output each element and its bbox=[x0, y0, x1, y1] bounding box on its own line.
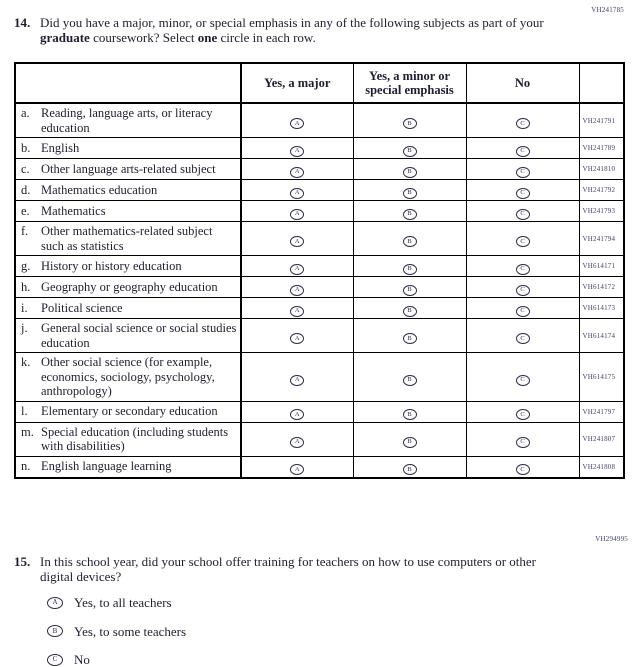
column-header-yes-major: Yes, a major bbox=[241, 63, 353, 103]
circle-a-icon: A bbox=[290, 188, 304, 199]
circle-b-icon: B bbox=[403, 146, 417, 157]
row-label: Geography or geography education bbox=[41, 279, 218, 294]
option-yes-major-circle[interactable] bbox=[241, 180, 353, 201]
circle-c-icon: C bbox=[516, 118, 530, 129]
circle-b-icon: B bbox=[403, 209, 417, 220]
row-label: Elementary or secondary education bbox=[41, 404, 218, 419]
q14-text-part1: Did you have a major, minor, or special emphasis in any of the following subjects as part of your bbox=[40, 15, 544, 30]
option-no-circle[interactable] bbox=[466, 159, 579, 180]
row-label: Special education (including students with disabilities) bbox=[41, 424, 229, 453]
circle-c-icon: C bbox=[516, 306, 530, 317]
row-code: VH614175 bbox=[579, 353, 624, 402]
table-row bbox=[15, 159, 624, 180]
option-no-circle[interactable] bbox=[466, 222, 579, 256]
table-row bbox=[15, 456, 624, 478]
circle-b-icon: B bbox=[403, 167, 417, 178]
circle-b-icon: B bbox=[403, 118, 417, 129]
table-row bbox=[15, 222, 624, 256]
option-no-circle[interactable] bbox=[466, 353, 579, 402]
option-no-circle[interactable] bbox=[466, 138, 579, 159]
table-row bbox=[15, 103, 624, 138]
row-code: VH614172 bbox=[579, 277, 624, 298]
subject-cell bbox=[15, 298, 241, 319]
option-yes-minor-circle[interactable] bbox=[353, 256, 466, 277]
option-yes-major-circle[interactable] bbox=[241, 103, 353, 138]
subject-cell bbox=[15, 401, 241, 422]
option-label: No bbox=[74, 652, 90, 667]
row-letter: m. bbox=[21, 424, 34, 439]
subject-cell bbox=[15, 138, 241, 159]
row-code: VH614171 bbox=[579, 256, 624, 277]
option-yes-minor-circle[interactable] bbox=[353, 222, 466, 256]
option-yes-minor-circle[interactable] bbox=[353, 277, 466, 298]
circle-a-icon: A bbox=[290, 333, 304, 344]
row-label: English language learning bbox=[41, 459, 172, 474]
circle-c-icon: C bbox=[516, 209, 530, 220]
option-yes-minor-circle[interactable] bbox=[353, 456, 466, 478]
circle-a-icon: A bbox=[290, 236, 304, 247]
table-row bbox=[15, 319, 624, 353]
row-code: VH241808 bbox=[579, 456, 624, 478]
subject-cell bbox=[15, 180, 241, 201]
row-label: Reading, language arts, or literacy education bbox=[41, 106, 213, 135]
subject-cell bbox=[15, 222, 241, 256]
option-yes-minor-circle[interactable] bbox=[353, 401, 466, 422]
option-yes-minor-circle[interactable] bbox=[353, 201, 466, 222]
circle-b-icon: B bbox=[403, 409, 417, 420]
option-yes-major-circle[interactable] bbox=[241, 422, 353, 456]
circle-b-icon: B bbox=[403, 264, 417, 275]
circle-c-icon: C bbox=[516, 375, 530, 386]
table-row bbox=[15, 353, 624, 402]
row-letter: i. bbox=[21, 300, 28, 315]
option-no-circle[interactable] bbox=[466, 103, 579, 138]
option-yes-major-circle[interactable] bbox=[241, 256, 353, 277]
option-no-circle[interactable] bbox=[466, 401, 579, 422]
table-row bbox=[15, 298, 624, 319]
row-label: Other language arts-related subject bbox=[41, 161, 216, 176]
q14-bold-graduate: graduate bbox=[40, 30, 90, 45]
subject-cell bbox=[15, 422, 241, 456]
option-yes-minor-circle[interactable] bbox=[353, 138, 466, 159]
q14-number: 14. bbox=[14, 15, 31, 30]
table-row bbox=[15, 401, 624, 422]
row-letter: f. bbox=[21, 224, 29, 238]
subject-cell bbox=[15, 353, 241, 402]
circle-a-icon: A bbox=[290, 264, 304, 275]
row-label: English bbox=[41, 140, 80, 155]
option-yes-minor-circle[interactable] bbox=[353, 180, 466, 201]
circle-c-icon: C bbox=[516, 188, 530, 199]
option-yes-major-circle[interactable] bbox=[241, 298, 353, 319]
table-row bbox=[15, 422, 624, 456]
option-yes-major-circle[interactable] bbox=[241, 401, 353, 422]
circle-a-icon: A bbox=[290, 375, 304, 386]
option-yes-minor-circle[interactable] bbox=[353, 319, 466, 353]
option-yes-minor-circle[interactable] bbox=[353, 298, 466, 319]
option-yes-major-circle[interactable] bbox=[241, 319, 353, 353]
circle-b-icon: B bbox=[403, 464, 417, 475]
subject-cell bbox=[15, 103, 241, 138]
row-letter: h. bbox=[21, 279, 31, 294]
subject-column-header bbox=[15, 63, 241, 103]
circle-b-icon: B bbox=[403, 333, 417, 344]
subject-cell bbox=[15, 201, 241, 222]
option-yes-major-circle[interactable] bbox=[241, 222, 353, 256]
row-code: VH241810 bbox=[579, 159, 624, 180]
q15-option-yes-some[interactable] bbox=[47, 624, 186, 639]
subject-cell bbox=[15, 159, 241, 180]
circle-c-icon: C bbox=[516, 437, 530, 448]
option-no-circle[interactable] bbox=[466, 298, 579, 319]
circle-a-icon: A bbox=[290, 437, 304, 448]
circle-b-icon: B bbox=[403, 285, 417, 296]
circle-b-icon: B bbox=[47, 625, 63, 637]
circle-a-icon: A bbox=[290, 209, 304, 220]
option-yes-minor-circle[interactable] bbox=[353, 103, 466, 138]
circle-c-icon: C bbox=[516, 409, 530, 420]
row-letter: k. bbox=[21, 355, 31, 369]
row-code: VH241807 bbox=[579, 422, 624, 456]
option-yes-major-circle[interactable] bbox=[241, 138, 353, 159]
table-row bbox=[15, 277, 624, 298]
row-label: Political science bbox=[41, 300, 123, 315]
circle-a-icon: A bbox=[290, 167, 304, 178]
row-label: History or history education bbox=[41, 258, 182, 273]
option-yes-minor-circle[interactable] bbox=[353, 353, 466, 402]
subject-cell bbox=[15, 456, 241, 478]
q15-options bbox=[47, 595, 186, 667]
row-code: VH241793 bbox=[579, 201, 624, 222]
option-label: Yes, to some teachers bbox=[74, 623, 187, 639]
row-letter: a. bbox=[21, 106, 30, 120]
subject-cell bbox=[15, 319, 241, 353]
circle-a-icon: A bbox=[290, 409, 304, 420]
circle-c-icon: C bbox=[516, 285, 530, 296]
circle-c-icon: C bbox=[516, 264, 530, 275]
row-label: Mathematics education bbox=[41, 182, 158, 197]
row-code: VH241797 bbox=[579, 401, 624, 422]
q15-option-yes-all[interactable] bbox=[47, 595, 186, 610]
option-yes-major-circle[interactable] bbox=[241, 456, 353, 478]
option-no-circle[interactable] bbox=[466, 277, 579, 298]
row-label: General social science or social studies education bbox=[41, 321, 237, 350]
q15-option-no[interactable] bbox=[47, 652, 186, 667]
option-no-circle[interactable] bbox=[466, 180, 579, 201]
table-row bbox=[15, 138, 624, 159]
row-code: VH241794 bbox=[579, 222, 624, 256]
row-code: VH241792 bbox=[579, 180, 624, 201]
circle-b-icon: B bbox=[403, 306, 417, 317]
circle-b-icon: B bbox=[403, 437, 417, 448]
circle-a-icon: A bbox=[290, 306, 304, 317]
circle-c-icon: C bbox=[47, 654, 63, 666]
circle-c-icon: C bbox=[516, 464, 530, 475]
circle-a-icon: A bbox=[290, 118, 304, 129]
row-letter: n. bbox=[21, 459, 31, 474]
option-no-circle[interactable] bbox=[466, 319, 579, 353]
option-yes-major-circle[interactable] bbox=[241, 201, 353, 222]
q14-item-code: VH241785 bbox=[591, 6, 624, 14]
option-no-circle[interactable] bbox=[466, 422, 579, 456]
q14-table bbox=[14, 62, 625, 479]
circle-c-icon: C bbox=[516, 167, 530, 178]
option-no-circle[interactable] bbox=[466, 256, 579, 277]
circle-b-icon: B bbox=[403, 188, 417, 199]
header-row bbox=[15, 63, 624, 103]
circle-c-icon: C bbox=[516, 146, 530, 157]
q15-question bbox=[14, 554, 545, 584]
option-no-circle[interactable] bbox=[466, 201, 579, 222]
q14-bold-one: one bbox=[197, 30, 218, 45]
circle-c-icon: C bbox=[516, 236, 530, 247]
table-row bbox=[15, 180, 624, 201]
table-row bbox=[15, 201, 624, 222]
row-code: VH614174 bbox=[579, 319, 624, 353]
row-letter: d. bbox=[21, 182, 31, 197]
row-code: VH241789 bbox=[579, 138, 624, 159]
column-header-no: No bbox=[466, 63, 579, 103]
column-header-yes-minor: Yes, a minor or special emphasis bbox=[353, 63, 466, 103]
circle-b-icon: B bbox=[403, 375, 417, 386]
circle-a-icon: A bbox=[47, 597, 63, 609]
q15-text: In this school year, did your school offer training for teachers on how to use computers or other digital devices? bbox=[40, 554, 536, 584]
option-yes-minor-circle[interactable] bbox=[353, 422, 466, 456]
row-letter: j. bbox=[21, 321, 28, 335]
code-column-header bbox=[579, 63, 624, 103]
option-no-circle[interactable] bbox=[466, 456, 579, 478]
row-letter: l. bbox=[21, 404, 28, 419]
row-code: VH241791 bbox=[579, 103, 624, 138]
q14-text-part3: circle in each row. bbox=[217, 30, 316, 45]
option-yes-major-circle[interactable] bbox=[241, 159, 353, 180]
row-code: VH614173 bbox=[579, 298, 624, 319]
circle-a-icon: A bbox=[290, 146, 304, 157]
option-yes-major-circle[interactable] bbox=[241, 277, 353, 298]
table-row bbox=[15, 256, 624, 277]
circle-c-icon: C bbox=[516, 333, 530, 344]
subject-cell bbox=[15, 256, 241, 277]
row-letter: e. bbox=[21, 203, 30, 218]
row-letter: b. bbox=[21, 140, 31, 155]
row-label: Mathematics bbox=[41, 203, 106, 218]
q15-number: 15. bbox=[14, 554, 31, 569]
option-yes-minor-circle[interactable] bbox=[353, 159, 466, 180]
circle-a-icon: A bbox=[290, 464, 304, 475]
option-yes-major-circle[interactable] bbox=[241, 353, 353, 402]
q15-item-code: VH294995 bbox=[595, 535, 628, 543]
subject-cell bbox=[15, 277, 241, 298]
row-label: Other social science (for example, economics, sociology, psychology, anthropology) bbox=[41, 355, 215, 398]
q14-text bbox=[40, 15, 552, 45]
option-label: Yes, to all teachers bbox=[74, 595, 172, 610]
q14-text-part2: coursework? Select bbox=[89, 30, 198, 45]
row-label: Other mathematics-related subject such as statistics bbox=[41, 224, 213, 253]
circle-a-icon: A bbox=[290, 285, 304, 296]
q14-question bbox=[14, 15, 552, 45]
circle-b-icon: B bbox=[403, 236, 417, 247]
row-letter: c. bbox=[21, 161, 30, 176]
row-letter: g. bbox=[21, 258, 31, 273]
